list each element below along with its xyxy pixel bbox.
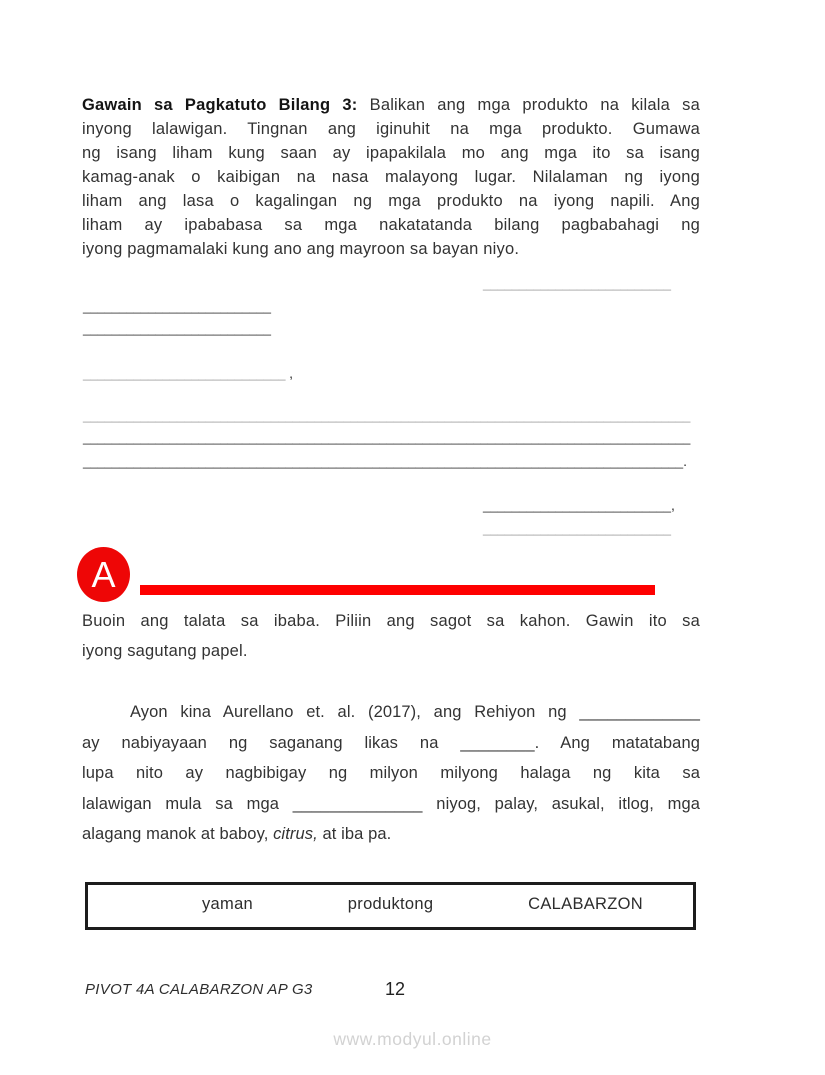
footer-module-code: PIVOT 4A CALABARZON AP G3 (85, 981, 313, 998)
word-bank-box (85, 882, 696, 930)
letter-recipient-line-1 (83, 299, 271, 314)
cloze-italic-word: citrus, (273, 825, 318, 843)
word-bank-item: produktong (347, 895, 434, 913)
period: . (683, 453, 687, 469)
section-a-letter: A (91, 553, 116, 595)
text-line: lalawigan mula sa mga ______________ niyog, palay, asukal, itlog, mga (82, 794, 700, 813)
cloze-paragraph (82, 697, 700, 850)
letter-closing-line (483, 497, 675, 513)
text-line: lupa nito ay nagbibigay ng milyon milyong halaga ng kita sa (82, 764, 700, 782)
activity-3-line1: Balikan ang mga produkto na kilala sa (369, 96, 700, 114)
blank-underscores: __________________________ (483, 276, 671, 291)
text-line (82, 819, 700, 850)
watermark-text: www.modyul.online (333, 1029, 492, 1049)
text-line: ng isang liham kung saan ay ipapakilala mo ang mga ito sa isang (82, 144, 700, 162)
blank-underscores: __________________________ (83, 299, 271, 314)
letter-salutation-line (83, 365, 293, 381)
comma: , (289, 365, 293, 381)
letter-body-line-1 (83, 408, 690, 423)
cloze-line5-post: at iba pa. (322, 825, 392, 843)
word-bank-item: CALABARZON (528, 895, 643, 913)
word-bank-item: yaman (202, 895, 254, 913)
section-a-instruction (82, 607, 700, 666)
blank-underscores: ___________________________________________________________________________________ (83, 454, 684, 469)
text-line: kamag-anak o kaibigan na nasa malayong lugar. Nilalaman ng iyong (82, 168, 700, 186)
cloze-line5-pre: alagang manok at baboy, (82, 825, 269, 843)
blank-underscores: __________________________ (83, 321, 271, 336)
text-line: liham ang lasa o kagalingan ng mga produkto na iyong napili. Ang (82, 192, 700, 210)
blank-underscores: __________________________ (483, 521, 671, 536)
text-line: liham ay ipababasa sa mga nakatatanda bilang pagbabahagi ng (82, 216, 700, 234)
letter-recipient-line-2 (83, 321, 271, 336)
blank-underscores: __________________________ (483, 498, 671, 513)
text-line: Buoin ang talata sa ibaba. Piliin ang sagot sa kahon. Gawin ito sa (82, 612, 700, 630)
blank-underscores: ____________________________________________________________________________________ (83, 408, 691, 423)
text-line: inyong lalawigan. Tingnan ang iginuhit na mga produkto. Gumawa (82, 120, 700, 138)
comma: , (670, 497, 675, 513)
letter-body-line-3 (83, 453, 687, 469)
letter-body-line-2 (83, 430, 690, 445)
letter-date-line (483, 276, 671, 291)
blank-underscores: ____________________________ (83, 366, 286, 381)
text-line: Ayon kina Aurellano et. al. (2017), ang Rehiyon ng _____________ (130, 703, 700, 721)
letter-signature-line (483, 521, 671, 536)
page-number: 12 (385, 979, 406, 999)
text-line: ay nabiyayaan ng saganang likas na ________. Ang matatabang (82, 733, 700, 752)
text-line: iyong sagutang papel. (82, 641, 248, 660)
blank-underscores: ____________________________________________________________________________________ (83, 430, 691, 445)
text-line (82, 93, 700, 117)
section-a-badge (77, 547, 130, 602)
activity-3-heading: Gawain sa Pagkatuto Bilang 3: (82, 96, 358, 114)
section-divider-bar (140, 585, 655, 595)
activity-3-paragraph (82, 93, 700, 261)
text-line: iyong pagmamalaki kung ano ang mayroon sa bayan niyo. (82, 240, 520, 258)
